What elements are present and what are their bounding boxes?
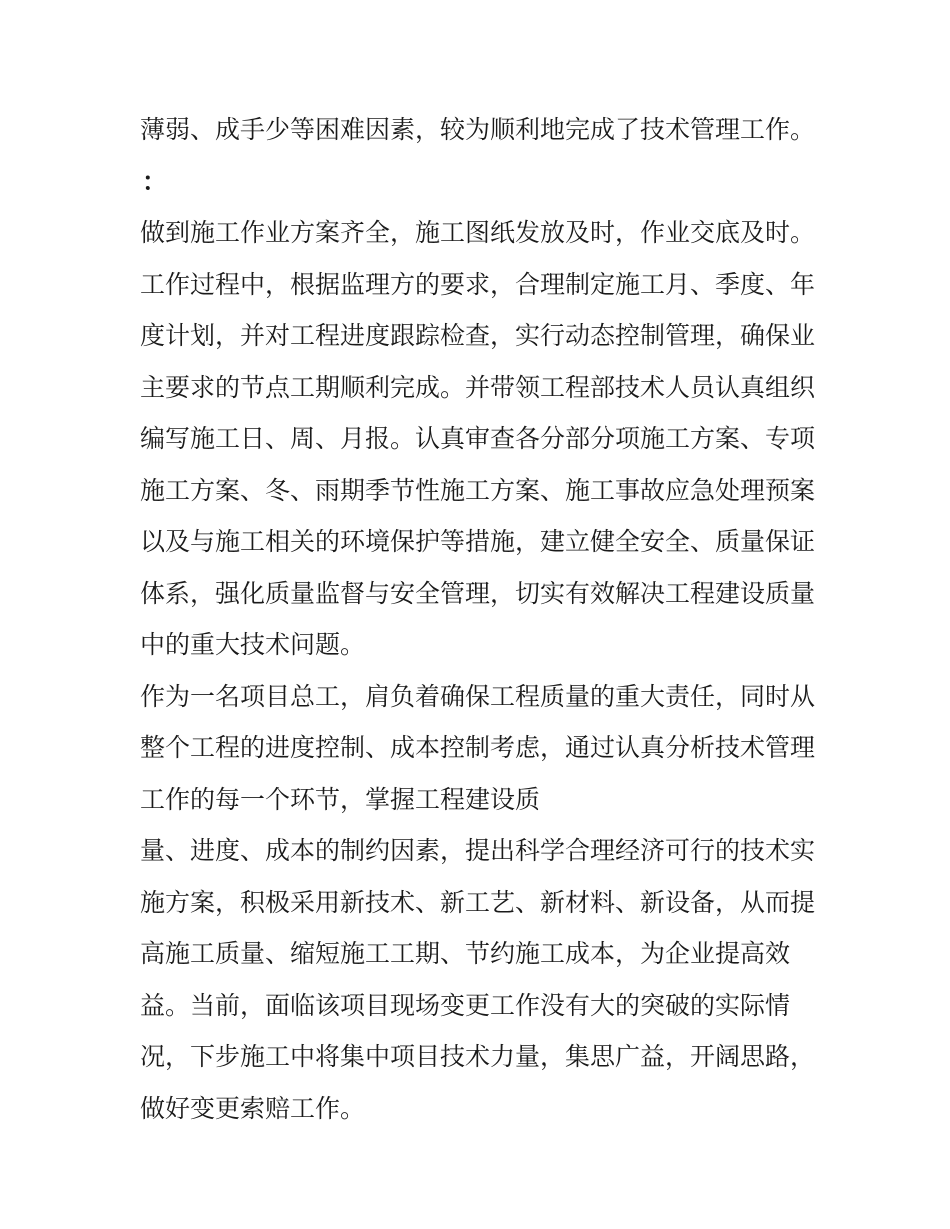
text-line-6: 主要求的节点工期顺利完成。并带领工程部技术人员认真组织 [140, 372, 816, 402]
text-line-18: 益。当前，面临该项目现场变更工作没有大的突破的实际情 [140, 990, 791, 1020]
text-line-7: 编写施工日、周、月报。认真审查各分部分项施工方案、专项 [140, 424, 816, 453]
text-line-15: 量、进度、成本的制约因素，提出科学合理经济可行的技术实 [140, 836, 816, 865]
text-line-1: 薄弱、成手少等困难因素，较为顺利地完成了技术管理工作。 [140, 115, 816, 144]
text-line-8: 施工方案、冬、雨期季节性施工方案、施工事故应急处理预案 [140, 475, 816, 505]
text-line-10: 体系，强化质量监督与安全管理，切实有效解决工程建设质量 [140, 578, 816, 608]
text-line-11: 中的重大技术问题。 [140, 630, 366, 659]
text-line-9: 以及与施工相关的环境保护等措施，建立健全安全、质量保证 [140, 527, 816, 556]
text-line-20: 做好变更索赔工作。 [140, 1093, 366, 1123]
text-line-19: 况，下步施工中将集中项目技术力量，集思广益，开阔思路， [140, 1042, 816, 1071]
text-line-5: 度计划，并对工程进度跟踪检查，实行动态控制管理，确保业 [140, 321, 816, 350]
text-line-3: 做到施工作业方案齐全，施工图纸发放及时，作业交底及时。 [140, 218, 816, 247]
text-line-2: ： [142, 166, 168, 196]
document-body [140, 104, 820, 1134]
text-line-13: 整个工程的进度控制、成本控制考虑，通过认真分析技术管理 [140, 733, 816, 762]
text-line-14: 工作的每一个环节，掌握工程建设质 [140, 784, 541, 814]
text-line-12: 作为一名项目总工，肩负着确保工程质量的重大责任，同时从 [140, 681, 816, 711]
text-line-4: 工作过程中，根据监理方的要求，合理制定施工月、季度、年 [140, 269, 816, 299]
text-line-17: 高施工质量、缩短施工工期、节约施工成本，为企业提高效 [140, 939, 791, 968]
text-line-16: 施方案，积极采用新技术、新工艺、新材料、新设备，从而提 [140, 887, 816, 917]
